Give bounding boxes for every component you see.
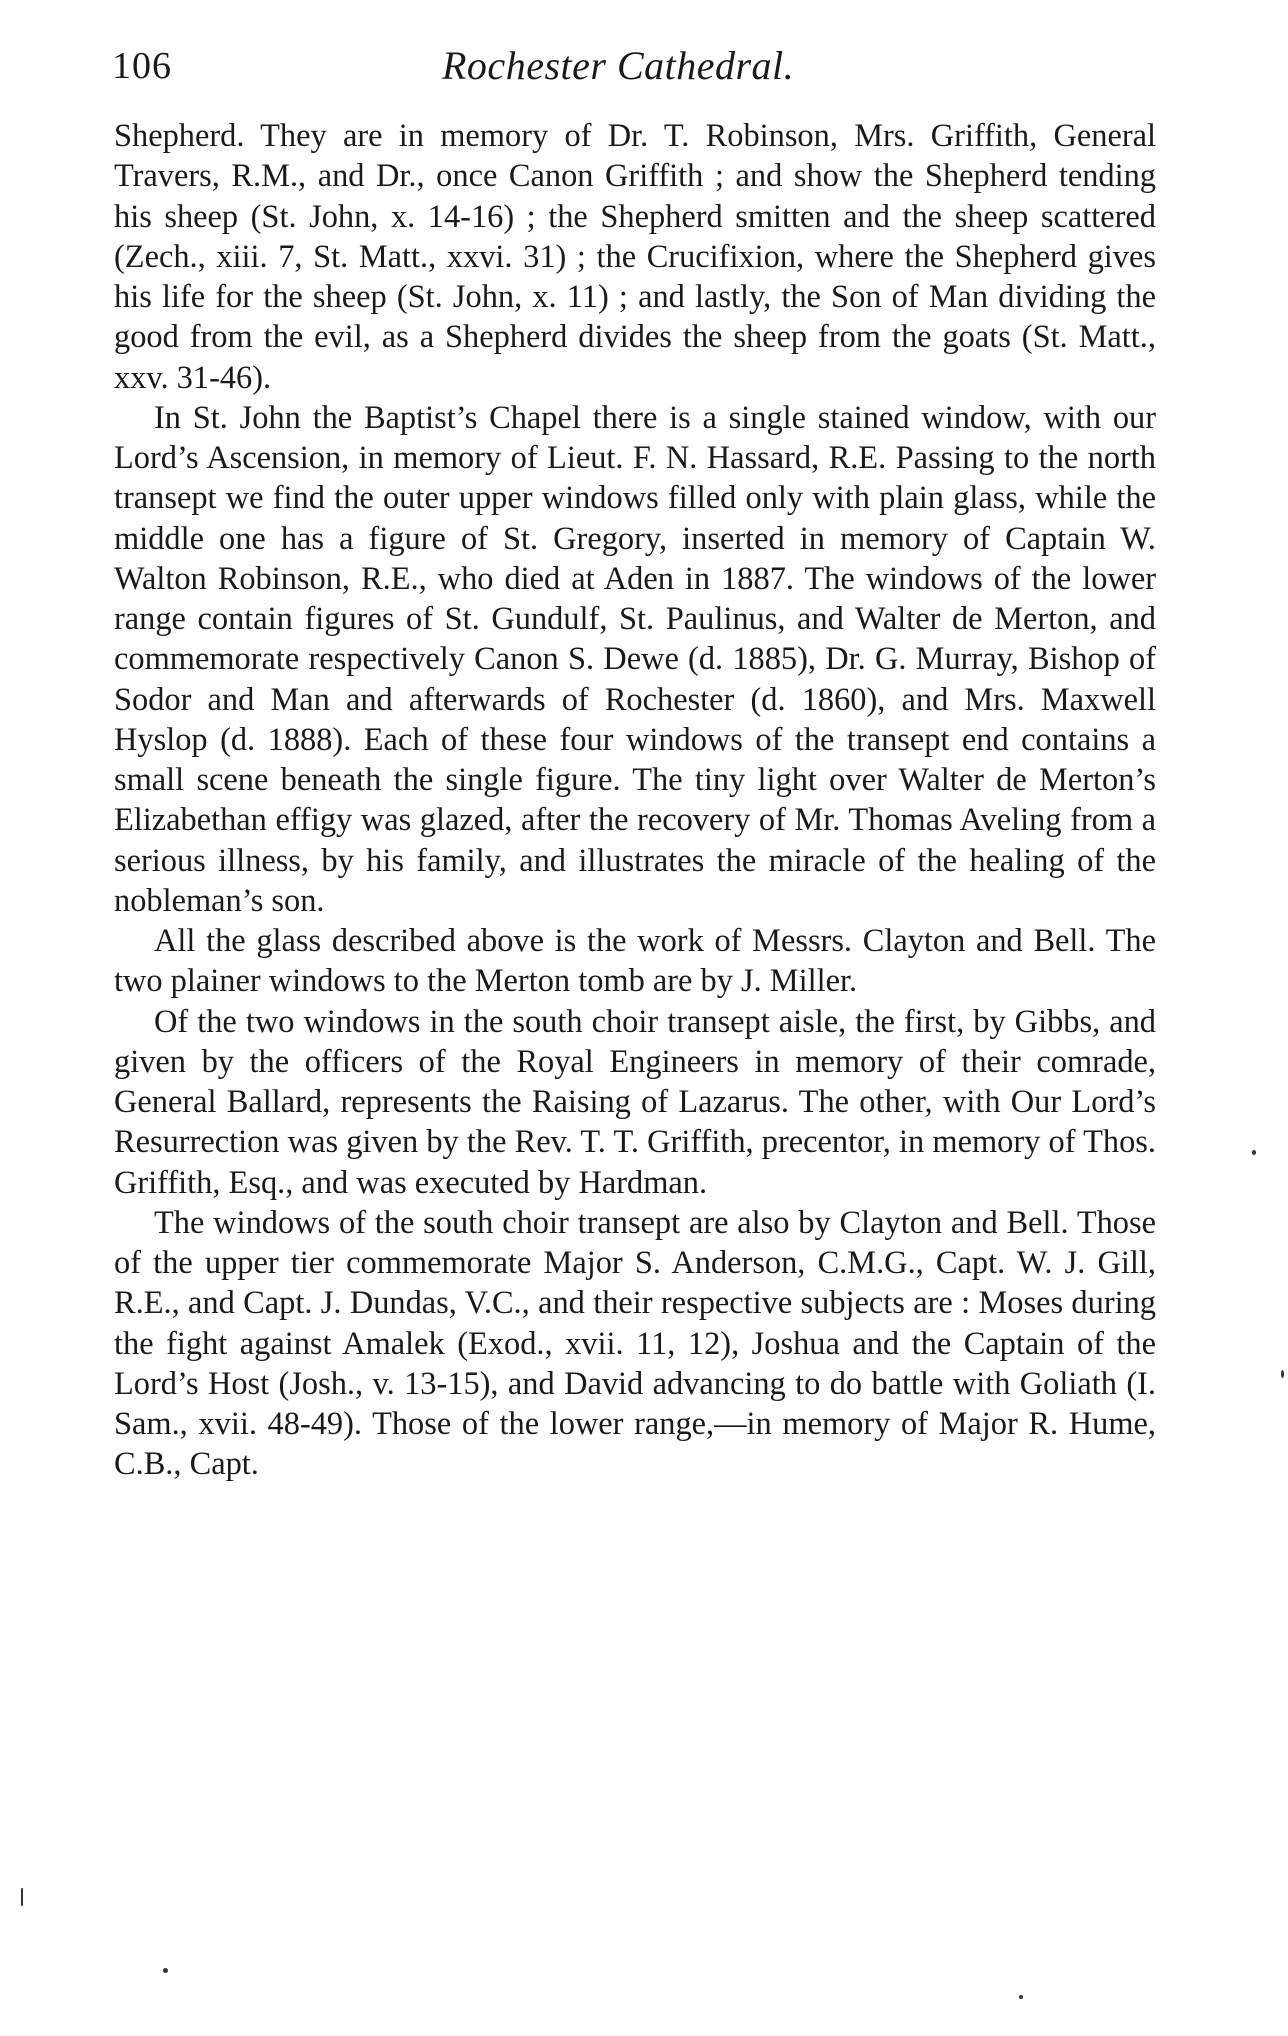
paragraph-continued: Shepherd. They are in memory of Dr. T. Robinson, Mrs. Griffith, General Travers, R.M., and Dr., once Canon Griffith ; and show the Shepherd tending his sheep (St. John, x. 14-16) ; the Shepherd smitten and the sheep scattered (Zech., xiii. 7, St. Matt., xxvi. 31) ; the Crucifixion, where the Shepherd gives his life for the sheep (St. John, x. 11) ; and lastly, the Son of Man dividing the good from the evil, as a Shepherd divides the sheep from the goats (St. Matt., xxv. 31-46).	[114, 118, 1156, 396]
body-text	[114, 116, 1156, 1485]
scan-speck	[1019, 1995, 1023, 1999]
scan-speck	[21, 1888, 23, 1906]
paragraph-south-choir-transept: The windows of the south choir transept are also by Clayton and Bell. Those of the upper tier commemorate Major S. Anderson, C.M.G., Capt. W. J. Gill, R.E., and Capt. J. Dundas, V.C., and their respective subjects are : Moses during the fight against Amalek (Exod., xvii. 11, 12), Joshua and the Captain of the Lord’s Host (Josh., v. 13-15), and David advancing to do battle with Goliath (I. Sam., xvii. 48-49). Those of the lower range,—in memory of Major R. Hume, C.B., Capt.	[114, 1204, 1156, 1483]
page-number: 106	[112, 45, 172, 87]
paragraph-baptist-chapel: In St. John the Baptist’s Chapel there is a single stained window, with our Lord’s Ascension, in memory of Lieut. F. N. Hassard, R.E. Passing to the north transept we find the outer upper windows filled only with plain glass, while the middle one has a figure of St. Gregory, inserted in memory of Captain W. Walton Robinson, R.E., who died at Aden in 1887. The windows of the lower range contain figures of St. Gundulf, St. Paulinus, and Walter de Merton, and commemorate respectively Canon S. Dewe (d. 1885), Dr. G. Murray, Bishop of Sodor and Man and afterwards of Rochester (d. 1860), and Mrs. Maxwell Hyslop (d. 1888). Each of these four windows of the transept end contains a small scene beneath the single figure. The tiny light over Walter de Merton’s Elizabethan effigy was glazed, after the recovery of Mr. Thomas Aveling from a serious illness, by his family, and illustrates the miracle of the healing of the nobleman’s son.	[114, 399, 1156, 919]
running-head	[112, 36, 1152, 96]
scan-speck	[163, 1968, 168, 1973]
paragraph-clayton-bell: All the glass described above is the work of Messrs. Clayton and Bell. The two plainer windows to the Merton tomb are by J. Miller.	[114, 923, 1156, 1000]
scan-speck	[1252, 1150, 1256, 1155]
paragraph-south-choir-aisle: Of the two windows in the south choir transept aisle, the first, by Gibbs, and given by the officers of the Royal Engineers in memory of their comrade, General Ballard, represents the Raising of Lazarus. The other, with Our Lord’s Resurrection was given by the Rev. T. T. Griffith, precentor, in memory of Thos. Griffith, Esq., and was executed by Hardman.	[114, 1003, 1156, 1201]
scan-speck	[1281, 1370, 1284, 1378]
running-title: Rochester Cathedral.	[442, 43, 795, 88]
